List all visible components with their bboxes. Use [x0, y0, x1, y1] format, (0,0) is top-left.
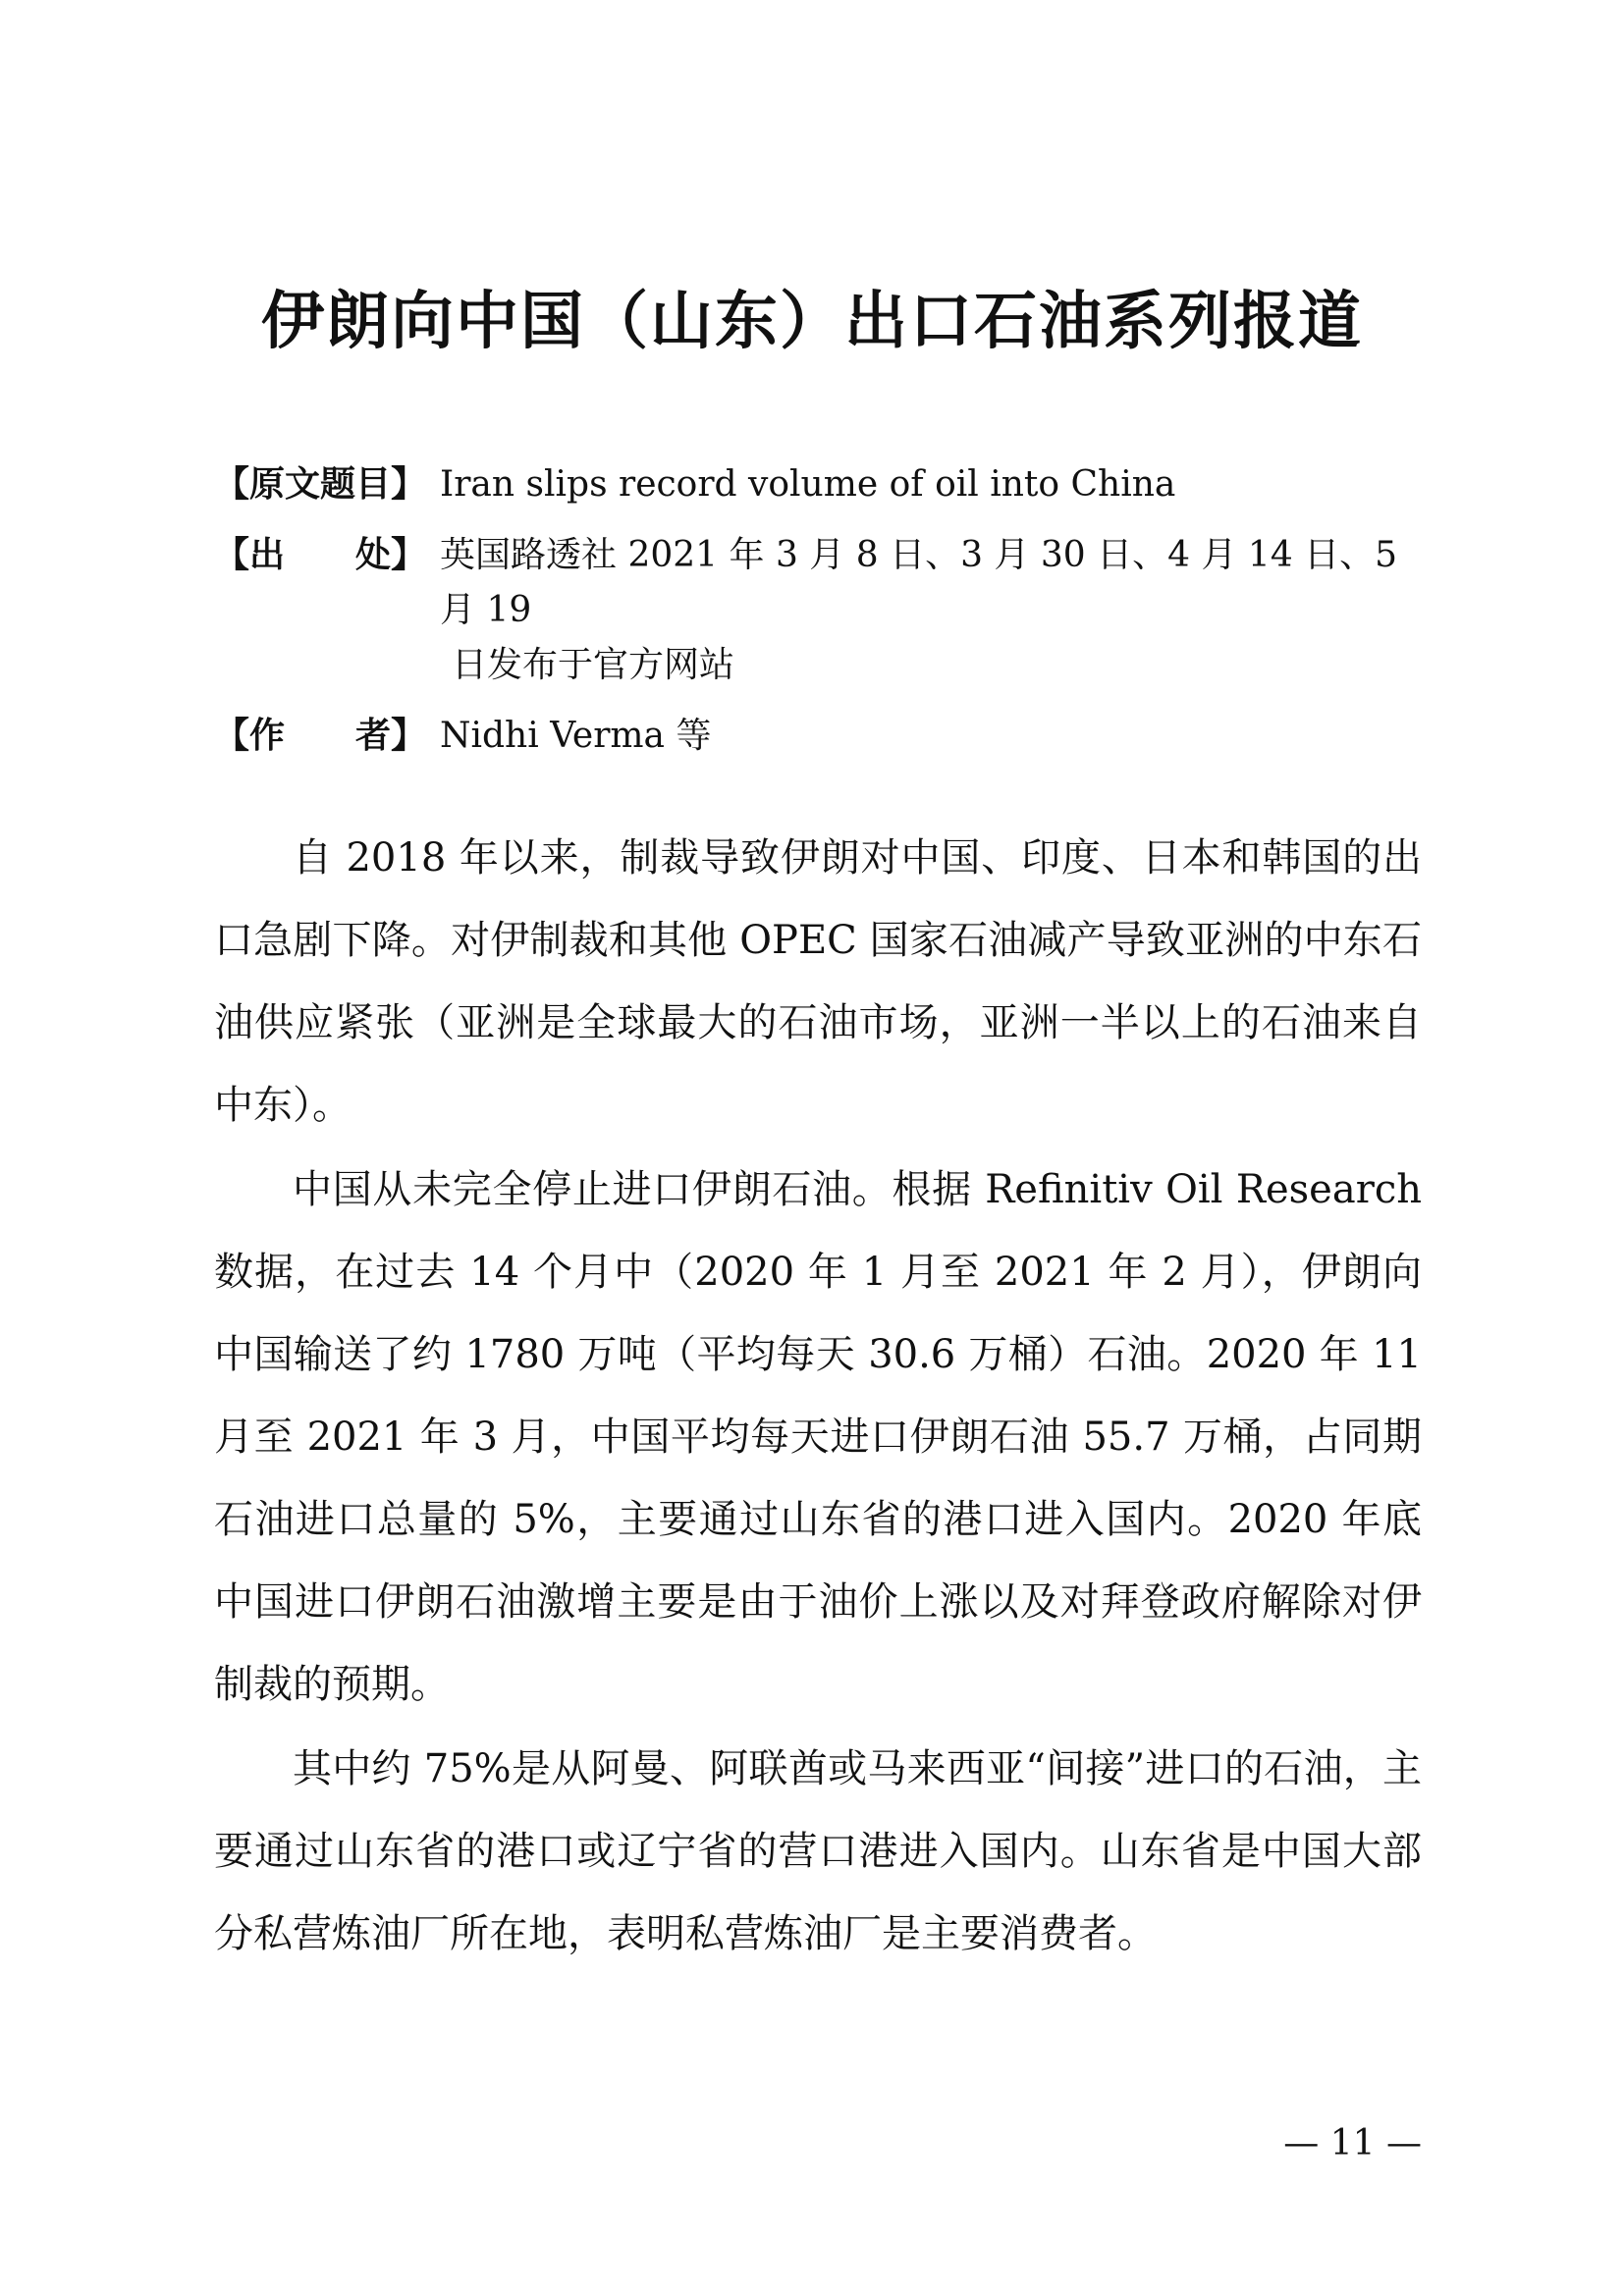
document-title: 伊朗向中国（山东）出口石油系列报道 — [261, 286, 1363, 358]
page-number: — 11 — — [1283, 2123, 1422, 2163]
author-value: Nidhi Verma 等 — [440, 716, 712, 756]
author-row — [214, 709, 1422, 764]
original-title-value: Iran slips record volume of oil into China — [440, 464, 1176, 505]
metadata-block — [214, 457, 1422, 779]
paragraph: 自 2018 年以来，制裁导致伊朗对中国、印度、日本和韩国的出口急剧下降。对伊制裁和其他 OPEC 国家石油减产导致亚洲的中东石油供应紧张（亚洲是全球最大的石油市场，亚洲一半以上的石油来自中东）。 — [214, 835, 1422, 1128]
original-title-label: 【原文题目】 — [214, 464, 427, 505]
source-value — [440, 528, 1422, 693]
article-body — [214, 817, 1422, 1975]
source-label: 【出 处】 — [214, 535, 427, 575]
author-label: 【作 者】 — [214, 716, 427, 756]
paragraph: 中国从未完全停止进口伊朗石油。根据 Refinitiv Oil Research 数据，在过去 14 个月中（2020 年 1 月至 2021 年 2 月），伊朗向中国输送了约 1780 万吨（平均每天 30.6 万桶）石油。2020 年 11 月至 2021 年 3 月，中国平均每天进口伊朗石油 55.7 万桶，占同期石油进口总量的 5%，主要通过山东省的港口进入国内。2020 年底中国进口伊朗石油激增主要是由于油价上涨以及对拜登政府解除对伊制裁的预期。 — [214, 1167, 1422, 1707]
source-row — [214, 528, 1422, 693]
paragraph: 其中约 75%是从阿曼、阿联酋或马来西亚“间接”进口的石油，主要通过山东省的港口或辽宁省的营口港进入国内。山东省是中国大部分私营炼油厂所在地，表明私营炼油厂是主要消费者。 — [214, 1746, 1422, 1956]
original-title-row — [214, 457, 1422, 512]
source-value-line1: 英国路透社 2021 年 3 月 8 日、3 月 30 日、4 月 14 日、5 月 19 — [440, 535, 1398, 630]
source-value-line2: 日发布于官方网站 — [452, 645, 735, 685]
